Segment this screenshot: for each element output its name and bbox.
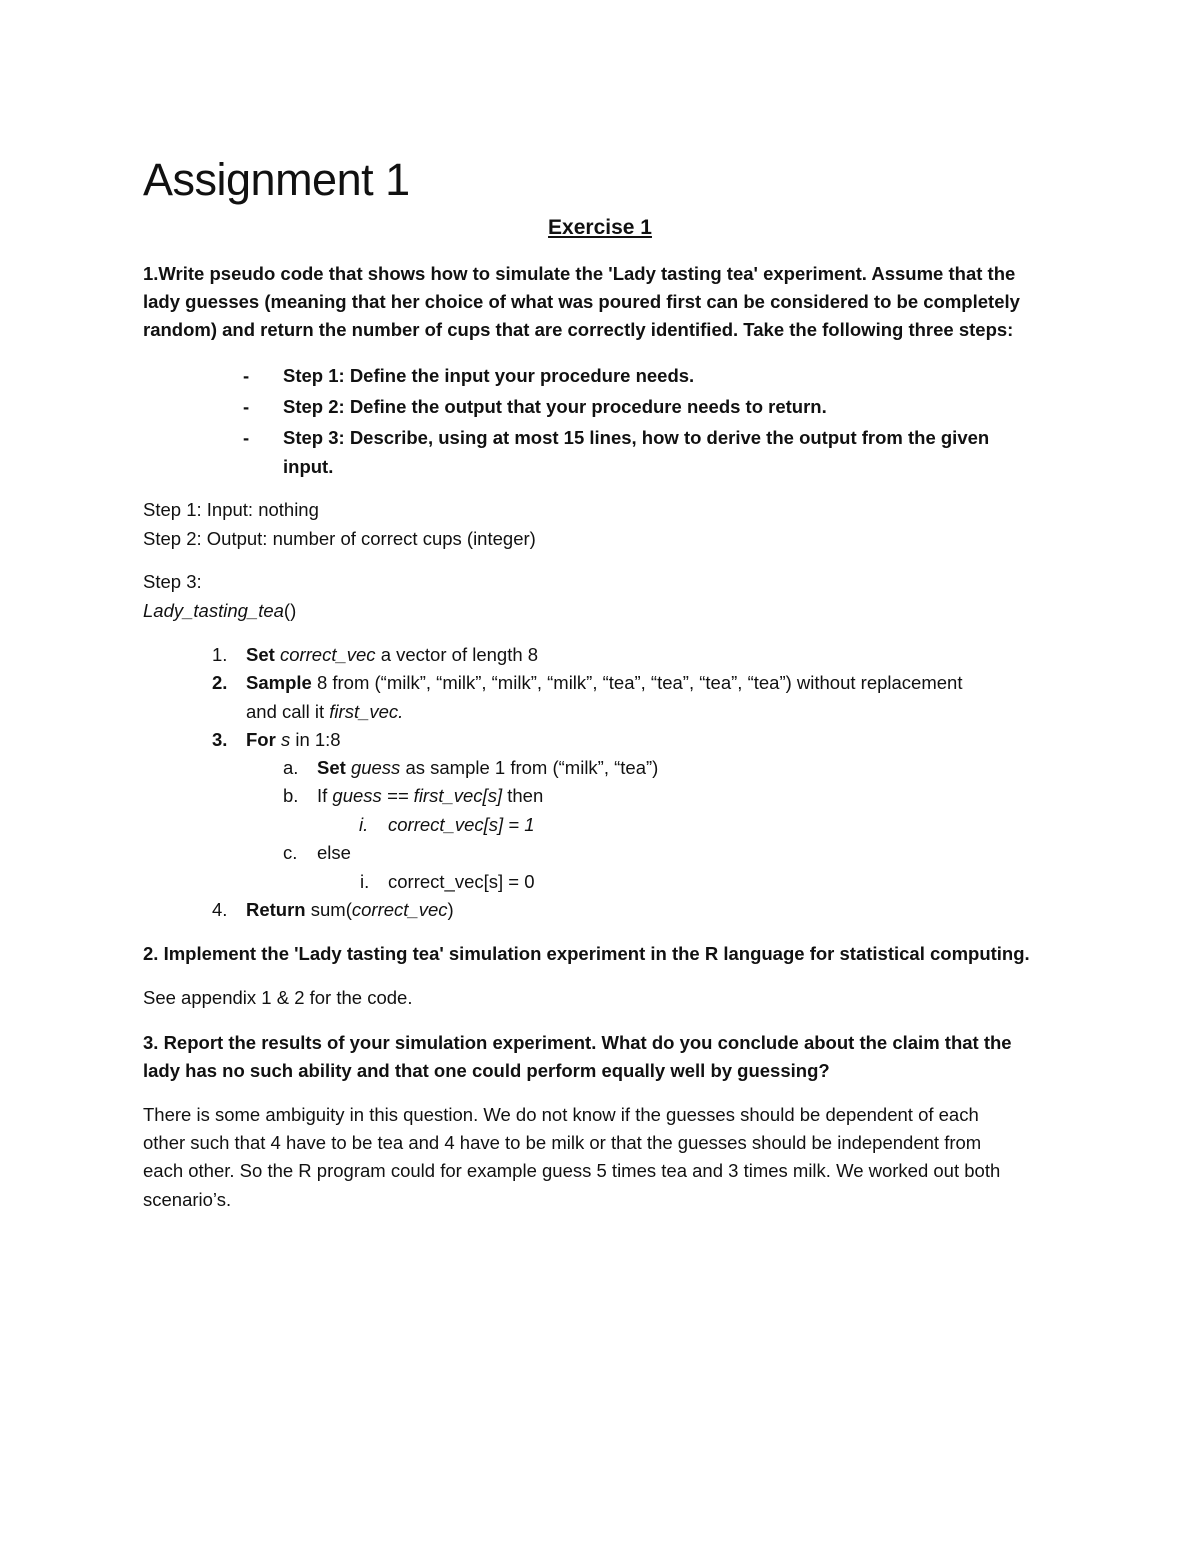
question1-line1: 1.Write pseudo code that shows how to simulate the 'Lady tasting tea' experiment. Assume that the xyxy=(143,263,1016,284)
code-line-1 xyxy=(212,641,539,669)
answer-step3: Step 3: xyxy=(143,571,202,592)
answer3-line4: scenario’s. xyxy=(143,1189,232,1210)
function-parens: () xyxy=(283,600,297,621)
keyword: Sample xyxy=(246,672,312,693)
function-signature xyxy=(143,597,296,625)
code-text: correct_vec[s] = 0 xyxy=(388,871,535,892)
answer-step2: Step 2: Output: number of correct cups (integer) xyxy=(143,528,536,549)
code-line-2 xyxy=(212,669,963,697)
step-bullet-text: Step 1: Define the input your procedure needs. xyxy=(283,365,695,386)
step-bullet-2 xyxy=(243,393,827,421)
variable: s xyxy=(280,729,291,750)
variable: first_vec. xyxy=(329,701,404,722)
exercise-heading: Exercise 1 xyxy=(548,216,652,239)
code-line-3c-i xyxy=(360,868,535,896)
variable: guess xyxy=(350,757,401,778)
variable: correct_vec xyxy=(351,899,448,920)
variable: guess == first_vec[s] xyxy=(332,785,503,806)
code-text: as sample 1 from (“milk”, “tea”) xyxy=(405,757,659,778)
answer-step1: Step 1: Input: nothing xyxy=(143,499,319,520)
line-number: 3. xyxy=(212,729,228,750)
question3-line1: 3. Report the results of your simulation experiment. What do you conclude about the claim that the xyxy=(143,1032,1012,1053)
function-name: Lady_tasting_tea xyxy=(143,600,284,621)
page-title: Assignment 1 xyxy=(143,154,410,205)
step-bullet-text: Step 3: Describe, using at most 15 lines, how to derive the output from the given xyxy=(283,427,990,448)
question2: 2. Implement the 'Lady tasting tea' simulation experiment in the R language for statistical computing. xyxy=(143,943,1030,964)
code-text: ) xyxy=(447,899,454,920)
line-number: c. xyxy=(283,842,298,863)
variable: correct_vec xyxy=(279,644,376,665)
code-text: in 1:8 xyxy=(295,729,341,750)
step-bullet-3-cont: input. xyxy=(283,456,334,477)
line-number: i. xyxy=(360,871,370,892)
bullet-dash: - xyxy=(243,427,250,448)
line-number: b. xyxy=(283,785,299,806)
code-text: If xyxy=(317,785,328,806)
code-text: a vector of length 8 xyxy=(380,644,539,665)
step-bullet-text: Step 2: Define the output that your procedure needs to return. xyxy=(283,396,827,417)
answer2: See appendix 1 & 2 for the code. xyxy=(143,987,413,1008)
step-bullet-3 xyxy=(243,424,990,452)
code-line-3 xyxy=(212,726,341,754)
answer3-line2: other such that 4 have to be tea and 4 have to be milk or that the guesses should be independent from xyxy=(143,1132,982,1153)
code-line-3b xyxy=(283,782,544,810)
step-bullet-1 xyxy=(243,362,695,390)
question1-line2: lady guesses (meaning that her choice of what was poured first can be considered to be completely xyxy=(143,291,1020,312)
code-line-3b-i xyxy=(359,811,535,839)
code-line-4 xyxy=(212,896,454,924)
answer3-line1: There is some ambiguity in this question. We do not know if the guesses should be dependent of each xyxy=(143,1104,979,1125)
question1-line3: random) and return the number of cups that are correctly identified. Take the following three steps: xyxy=(143,319,1014,340)
code-text: correct_vec[s] = 1 xyxy=(388,814,535,835)
code-line-3c xyxy=(283,839,351,867)
question3-line2: lady has no such ability and that one could perform equally well by guessing? xyxy=(143,1060,830,1081)
code-line-2-cont xyxy=(246,698,403,726)
code-text: and call it xyxy=(246,701,325,722)
keyword: For xyxy=(246,729,276,750)
bullet-dash: - xyxy=(243,365,250,386)
line-number: 1. xyxy=(212,644,228,665)
keyword: Set xyxy=(246,644,275,665)
code-text: sum( xyxy=(310,899,352,920)
line-number: 2. xyxy=(212,672,228,693)
line-number: i. xyxy=(359,814,369,835)
code-text: then xyxy=(507,785,544,806)
bullet-dash: - xyxy=(243,396,250,417)
answer3-line3: each other. So the R program could for example guess 5 times tea and 3 times milk. We worked out both xyxy=(143,1160,1001,1181)
keyword: Set xyxy=(317,757,346,778)
line-number: 4. xyxy=(212,899,228,920)
code-text: 8 from (“milk”, “milk”, “milk”, “milk”, “tea”, “tea”, “tea”, “tea”) without replacement xyxy=(316,672,963,693)
keyword: Return xyxy=(246,899,306,920)
code-text: else xyxy=(317,842,351,863)
line-number: a. xyxy=(283,757,299,778)
code-line-3a xyxy=(283,754,659,782)
